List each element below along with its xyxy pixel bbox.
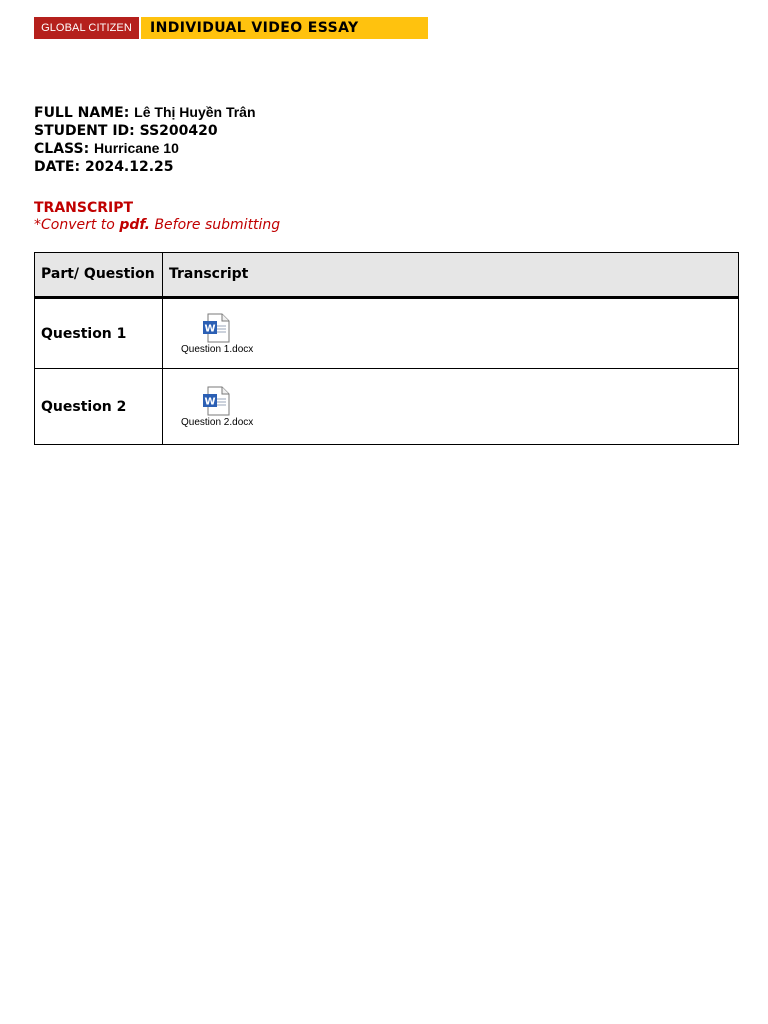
question-cell: Question 2 bbox=[35, 369, 163, 445]
transcript-table bbox=[34, 252, 739, 445]
student-id-row bbox=[34, 123, 256, 141]
header-transcript: Transcript bbox=[163, 253, 739, 298]
student-id-label: STUDENT ID: bbox=[34, 122, 135, 139]
transcript-heading: TRANSCRIPT bbox=[34, 200, 134, 216]
file-attachment-question-1[interactable] bbox=[181, 313, 253, 355]
date-row bbox=[34, 159, 256, 177]
document-header bbox=[34, 17, 428, 39]
header-part-question: Part/ Question bbox=[35, 253, 163, 298]
file-name: Question 1.docx bbox=[181, 343, 254, 355]
class-value: Hurricane 10 bbox=[94, 140, 179, 157]
brand-label: GLOBAL CITIZEN bbox=[34, 17, 139, 39]
note-suffix: Before submitting bbox=[150, 217, 281, 233]
word-document-icon bbox=[202, 313, 232, 343]
svg-text:W: W bbox=[204, 396, 216, 407]
file-attachment-question-2[interactable] bbox=[181, 386, 253, 428]
date-value: 2024.12.25 bbox=[84, 158, 174, 175]
svg-text:W: W bbox=[204, 323, 216, 334]
transcript-note bbox=[34, 217, 280, 233]
table-header-row bbox=[35, 253, 739, 298]
attachment-cell bbox=[163, 369, 739, 445]
file-name: Question 2.docx bbox=[181, 416, 254, 428]
full-name-row bbox=[34, 104, 256, 123]
full-name-value: Lê Thị Huyền Trân bbox=[134, 104, 256, 120]
table-row bbox=[35, 369, 739, 445]
student-id-value: SS200420 bbox=[139, 122, 218, 139]
document-title: INDIVIDUAL VIDEO ESSAY bbox=[141, 17, 428, 39]
note-prefix: *Convert to bbox=[34, 217, 120, 233]
note-bold: pdf. bbox=[119, 217, 150, 233]
full-name-label: FULL NAME: bbox=[34, 105, 130, 121]
attachment-cell bbox=[163, 298, 739, 369]
class-row bbox=[34, 140, 256, 159]
table-row bbox=[35, 298, 739, 369]
question-cell: Question 1 bbox=[35, 298, 163, 369]
word-document-icon bbox=[202, 386, 232, 416]
date-label: DATE: bbox=[34, 158, 81, 175]
student-info bbox=[34, 104, 256, 176]
class-label: CLASS: bbox=[34, 141, 90, 158]
